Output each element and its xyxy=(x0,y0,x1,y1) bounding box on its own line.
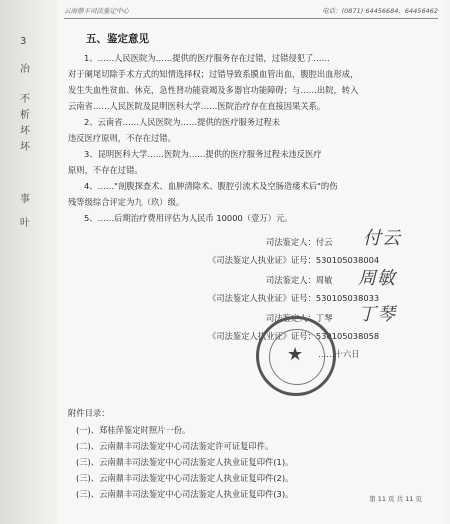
opinion-line: 发生失血性贫血、休克，急性肾功能衰竭及多器官功能障碍；与……出院，转入 xyxy=(68,85,359,95)
opinion-line: 对于阑尾切除手术方式的知情选择权；过错导致系膜血管出血，腹腔出血形成， xyxy=(68,69,359,79)
appraiser-cert: 《司法鉴定人执业证》证号：530105038033 xyxy=(208,293,380,303)
attachment-item: (三)、云南鼎丰司法鉴定中心司法鉴定人执业证复印件(2)。 xyxy=(76,473,294,483)
attachment-item: (二)、云南鼎丰司法鉴定中心司法鉴定许可证复印件。 xyxy=(76,441,274,451)
handwritten-signature: 丁琴 xyxy=(358,304,396,325)
appraiser-cert: 《司法鉴定人执业证》证号：530105038058 xyxy=(208,331,380,341)
margin-char: 冶 xyxy=(20,64,30,75)
margin-char: 叶 xyxy=(20,218,30,229)
opinion-line: 2、云南省……人民医院为……提供的医疗服务过程未 xyxy=(84,117,281,127)
page-number: 第 11 页 共 11 页 xyxy=(369,495,422,503)
attachments-title: 附件目录： xyxy=(68,408,110,418)
opinion-line: 原则，不存在过错。 xyxy=(68,165,143,175)
appraiser-name: 司法鉴定人：付云 xyxy=(266,237,333,247)
margin-char: 坏 xyxy=(20,142,30,153)
margin-char: 事 xyxy=(20,194,30,205)
opinion-line: 3、昆明医科大学……医院为……提供的医疗服务过程未违反医疗 xyxy=(84,149,322,159)
margin-char: 3 xyxy=(20,36,27,47)
seal-star-icon: ★ xyxy=(287,344,304,365)
report-date: ……十六日 xyxy=(318,349,360,359)
opinion-line: 违反医疗原则，不存在过错。 xyxy=(68,133,176,143)
handwritten-signature: 付云 xyxy=(363,228,401,249)
header-phone: 电话：(0871) 64456684、64456462 xyxy=(322,7,438,15)
opinion-line: 残等级综合评定为九（玖）级。 xyxy=(68,197,185,207)
attachment-item: (三)、云南鼎丰司法鉴定中心司法鉴定人执业证复印件(3)。 xyxy=(76,489,294,499)
document-page xyxy=(58,0,444,524)
appraiser-cert: 《司法鉴定人执业证》证号：530105038004 xyxy=(208,255,380,265)
previous-page-edge xyxy=(0,0,59,524)
margin-char: 坏 xyxy=(20,126,30,137)
appraiser-name: 司法鉴定人：周敏 xyxy=(266,275,333,285)
page-header xyxy=(64,6,438,19)
attachment-item: (一)、郑桂萍鉴定时照片一份。 xyxy=(76,425,191,435)
attachment-item: (三)、云南鼎丰司法鉴定中心司法鉴定人执业证复印件(1)。 xyxy=(76,457,294,467)
margin-char: 析 xyxy=(20,110,30,121)
margin-char: 不 xyxy=(20,94,30,105)
header-org: 云南鼎丰司法鉴定中心 xyxy=(64,7,129,15)
appraiser-name: 司法鉴定人：丁琴 xyxy=(266,313,333,323)
opinion-line: 云南省……人民医院及昆明医科大学……医院治疗存在直接因果关系。 xyxy=(68,101,326,111)
opinion-line: 1、……人民医院为……提供的医疗服务存在过错，过错侵犯了…… xyxy=(84,53,330,63)
opinion-line: 5、……后期治疗费用评估为人民币 10000（壹万）元。 xyxy=(84,213,293,223)
handwritten-signature: 周敏 xyxy=(358,268,396,289)
section-title: 五、鉴定意见 xyxy=(86,33,149,45)
opinion-line: 4、……"剖腹探查术、血肿清除术、腹腔引流术及空肠造瘘术后"的伤 xyxy=(84,181,338,191)
